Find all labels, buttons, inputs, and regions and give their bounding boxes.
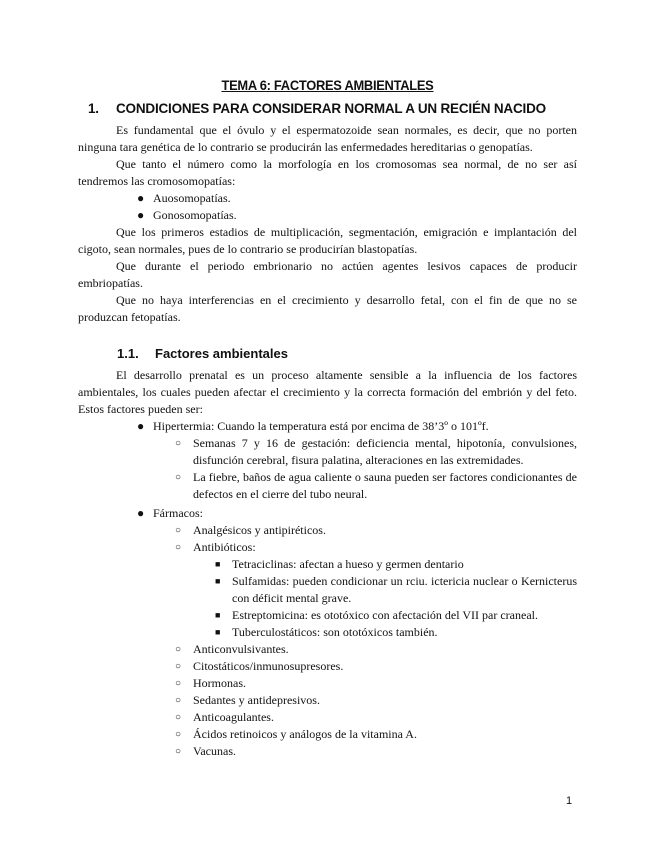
list-item: ● Gonosomopatías. bbox=[137, 208, 237, 222]
paragraph: Que los primeros estadios de multiplicación, segmentación, emigración e implantación del cigoto, sean normales, pues de lo contrario se producirían blastopatías. bbox=[78, 225, 577, 256]
circle-bullet-icon: ○ bbox=[175, 644, 182, 655]
circle-bullet-icon: ○ bbox=[175, 746, 182, 757]
list-item: ○ Vacunas. bbox=[175, 744, 236, 758]
circle-bullet-icon: ○ bbox=[175, 712, 182, 723]
square-bullet-icon: ■ bbox=[215, 559, 221, 569]
circle-bullet-icon: ○ bbox=[175, 678, 182, 689]
section-1-1-number: 1.1. bbox=[117, 346, 139, 361]
paragraph: Que no haya interferencias en el crecimiento y desarrollo fetal, con el fin de que no se produzcan fetopatías. bbox=[78, 293, 577, 324]
list-item: ○ Hormonas. bbox=[175, 676, 246, 690]
list-item: ○ Citostáticos/inmunosupresores. bbox=[175, 659, 344, 673]
list-item: ■ Tuberculostáticos: son ototóxicos también. bbox=[215, 625, 438, 639]
list-item-farmacos: ● Fármacos: bbox=[137, 506, 203, 520]
list-item: ○ Sedantes y antidepresivos. bbox=[175, 693, 320, 707]
circle-bullet-icon: ○ bbox=[175, 542, 182, 553]
section-1-1-heading bbox=[117, 346, 288, 361]
list-item: ■ Tetraciclinas: afectan a hueso y germen dentario bbox=[215, 557, 464, 571]
section-1-body bbox=[78, 122, 577, 326]
circle-bullet-icon: ○ bbox=[175, 661, 182, 672]
circle-bullet-icon: ○ bbox=[175, 438, 182, 449]
factors-list bbox=[78, 418, 577, 760]
section-1-1-title: Factores ambientales bbox=[155, 346, 288, 361]
bullet-icon: ● bbox=[137, 419, 145, 433]
paragraph: Es fundamental que el óvulo y el espermatozoide sean normales, es decir, que no porten ninguna tara genética de lo contrario se producirán las enfermedades hereditarias o genopatías. bbox=[78, 123, 577, 154]
list-item: ○ Anticonvulsivantes. bbox=[175, 642, 289, 656]
list-item: ○ Ácidos retinoicos y análogos de la vitamina A. bbox=[175, 727, 417, 741]
paragraph: El desarrollo prenatal es un proceso altamente sensible a la influencia de los factores ambientales, los cuales pueden afectar el crecimiento y la correcta formación del embrión y del feto. Estos factores pueden ser: bbox=[78, 368, 577, 416]
circle-bullet-icon: ○ bbox=[175, 695, 182, 706]
circle-bullet-icon: ○ bbox=[175, 525, 182, 536]
square-bullet-icon: ■ bbox=[215, 610, 221, 620]
bullet-icon: ● bbox=[137, 191, 145, 205]
bullet-list bbox=[78, 190, 577, 224]
list-item: ■ Estreptomicina: es ototóxico con afectación del VII par craneal. bbox=[215, 608, 538, 622]
circle-bullet-icon: ○ bbox=[175, 472, 182, 483]
list-item: ● Auosomopatías. bbox=[137, 191, 231, 205]
list-item: ○ Anticoagulantes. bbox=[175, 710, 274, 724]
list-item: ○ Antibióticos: bbox=[175, 540, 256, 554]
bullet-icon: ● bbox=[137, 506, 145, 520]
list-item: ○ Analgésicos y antipiréticos. bbox=[175, 523, 326, 537]
section-1-title: CONDICIONES PARA CONSIDERAR NORMAL A UN RECIÉN NACIDO bbox=[116, 101, 546, 116]
circle-bullet-icon: ○ bbox=[175, 729, 182, 740]
page-number: 1 bbox=[566, 795, 573, 807]
section-1-heading bbox=[88, 101, 546, 116]
square-bullet-icon: ■ bbox=[215, 627, 221, 637]
section-1-1-body bbox=[78, 367, 577, 760]
list-item: ○ Semanas 7 y 16 de gestación: deficiencia mental, hipotonía, convulsiones, disfunción cerebral, fisura palatina, alteraciones en las extremidades. bbox=[175, 436, 577, 467]
list-item: ■ Sulfamidas: pueden condicionar un rciu. ictericia nuclear o Kernicterus con déficit mental grave. bbox=[215, 574, 577, 605]
list-item-hipertermia: ● Hipertermia: Cuando la temperatura está por encima de 38’3º o 101ºf. bbox=[137, 419, 489, 433]
paragraph: Que tanto el número como la morfología en los cromosomas sea normal, de no ser así tendremos las cromosomopatías: bbox=[78, 157, 577, 188]
bullet-icon: ● bbox=[137, 208, 145, 222]
square-bullet-icon: ■ bbox=[215, 576, 221, 586]
document-title: TEMA 6: FACTORES AMBIENTALES bbox=[221, 77, 434, 93]
paragraph: Que durante el periodo embrionario no actúen agentes lesivos capaces de producir embriopatías. bbox=[78, 259, 577, 290]
list-item: ○ La fiebre, baños de agua caliente o sauna pueden ser factores condicionantes de defectos en el cierre del tubo neural. bbox=[175, 470, 577, 501]
section-1-number: 1. bbox=[88, 101, 99, 116]
